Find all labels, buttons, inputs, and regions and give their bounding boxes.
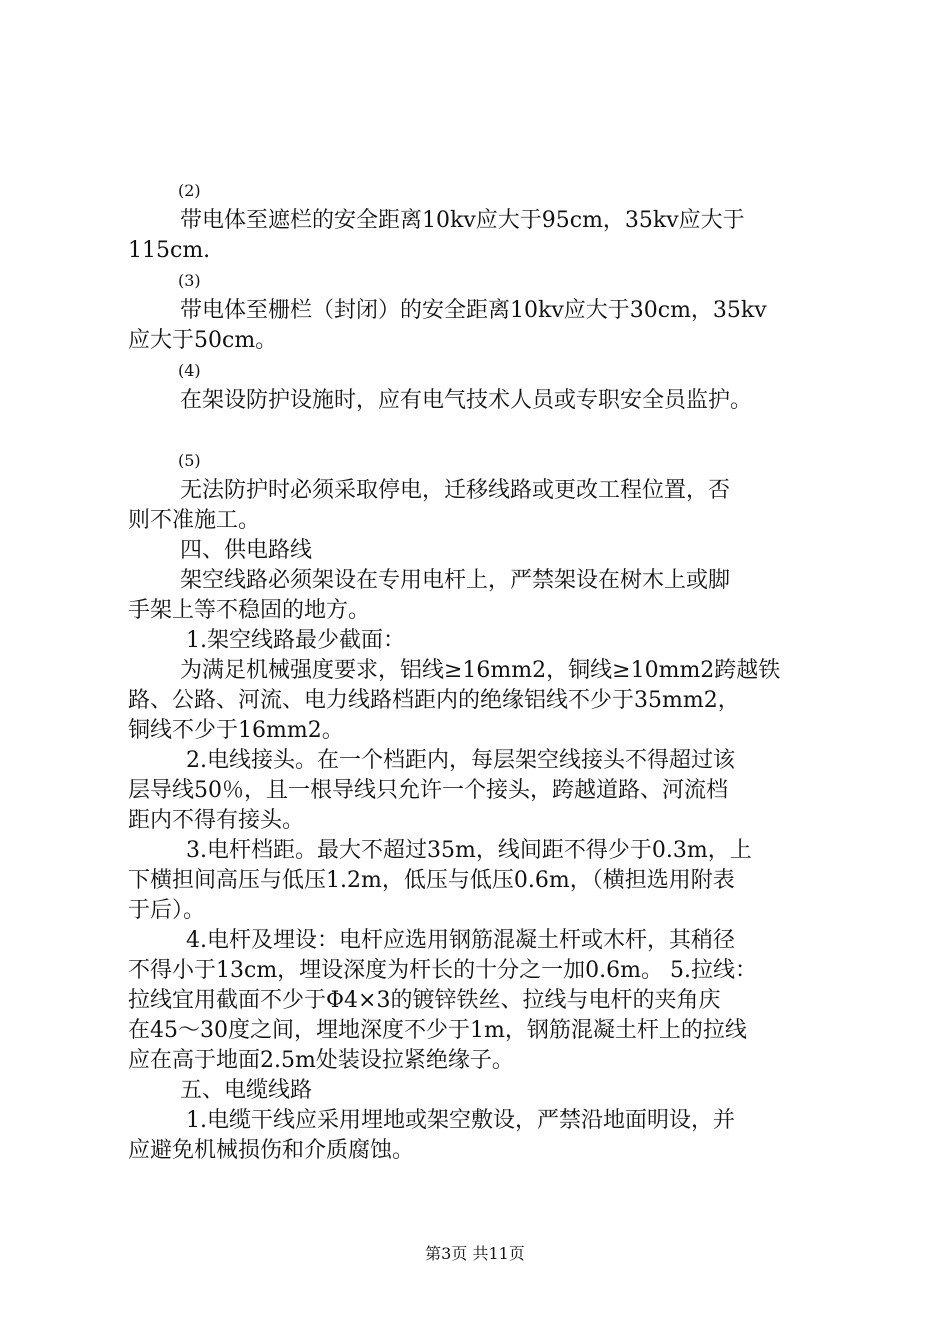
paragraph-line: 于后）。 — [128, 898, 206, 923]
item-number-5: (5) — [178, 451, 201, 470]
paragraph-line: 架空线路必须架设在专用电杆上，严禁架设在树木上或脚 — [180, 568, 731, 593]
paragraph-line: 层导线50％，且一根导线只允许一个接头，跨越道路、河流档 — [128, 778, 728, 803]
paragraph-line: 拉线宜用截面不少于Φ4×3的镀锌铁丝、拉线与电杆的夹角庆 — [128, 988, 721, 1013]
paragraph-line: 距内不得有接头。 — [128, 808, 305, 833]
paragraph-line: 应在高于地面2.5m处装设拉紧绝缘子。 — [128, 1048, 514, 1073]
paragraph-line: 应大于50cm。 — [128, 328, 278, 353]
section-heading-4: 四、供电路线 — [180, 538, 313, 563]
paragraph-line: 1.电缆干线应采用埋地或架空敷设，严禁沿地面明设，并 — [186, 1108, 735, 1133]
item-number-2: (2) — [178, 181, 201, 200]
paragraph-line: 115cm. — [128, 238, 211, 263]
paragraph-line: 在45～30度之间，埋地深度不少于1m，钢筋混凝土杆上的拉线 — [128, 1018, 747, 1043]
paragraph-line: 带电体至栅栏（封闭）的安全距离10kv应大于30cm，35kv — [180, 298, 767, 323]
paragraph-line: 在架设防护设施时，应有电气技术人员或专职安全员监护。 — [180, 388, 753, 413]
paragraph-line: 路、公路、河流、电力线路档距内的绝缘铝线不少于35mm2， — [128, 688, 740, 713]
sub-heading-1: 1.架空线路最少截面： — [186, 628, 405, 653]
page-footer: 第3页 共11页 — [425, 1244, 525, 1263]
paragraph-line: 则不准施工。 — [128, 508, 261, 533]
paragraph-line: 为满足机械强度要求，铝线≥16mm2，铜线≥10mm2跨越铁 — [180, 658, 781, 683]
paragraph-line: 无法防护时必须采取停电，迁移线路或更改工程位置，否 — [180, 478, 731, 503]
paragraph-line: 手架上等不稳固的地方。 — [128, 598, 371, 623]
paragraph-line: 4.电杆及埋设：电杆应选用钢筋混凝土杆或木杆，其稍径 — [186, 928, 735, 953]
paragraph-line: 2.电线接头。在一个档距内，每层架空线接头不得超过该 — [186, 748, 735, 773]
blank-line — [128, 416, 838, 446]
section-heading-5: 五、电缆线路 — [180, 1078, 313, 1103]
paragraph-line: 铜线不少于16mm2。 — [128, 718, 344, 743]
paragraph-line: 下横担间高压与低压1.2m，低压与低压0.6m，（横担选用附表 — [128, 868, 735, 893]
document-body — [128, 176, 838, 1166]
paragraph-line: 带电体至遮栏的安全距离10kv应大于95cm，35kv应大于 — [180, 208, 745, 233]
item-number-4: (4) — [178, 361, 201, 380]
item-number-3: (3) — [178, 271, 201, 290]
paragraph-line: 3.电杆档距。最大不超过35m，线间距不得少于0.3m，上 — [186, 838, 752, 863]
paragraph-line: 不得小于13cm，埋设深度为杆长的十分之一加0.6m。 5.拉线： — [128, 958, 758, 983]
paragraph-line: 应避免机械损伤和介质腐蚀。 — [128, 1138, 415, 1163]
